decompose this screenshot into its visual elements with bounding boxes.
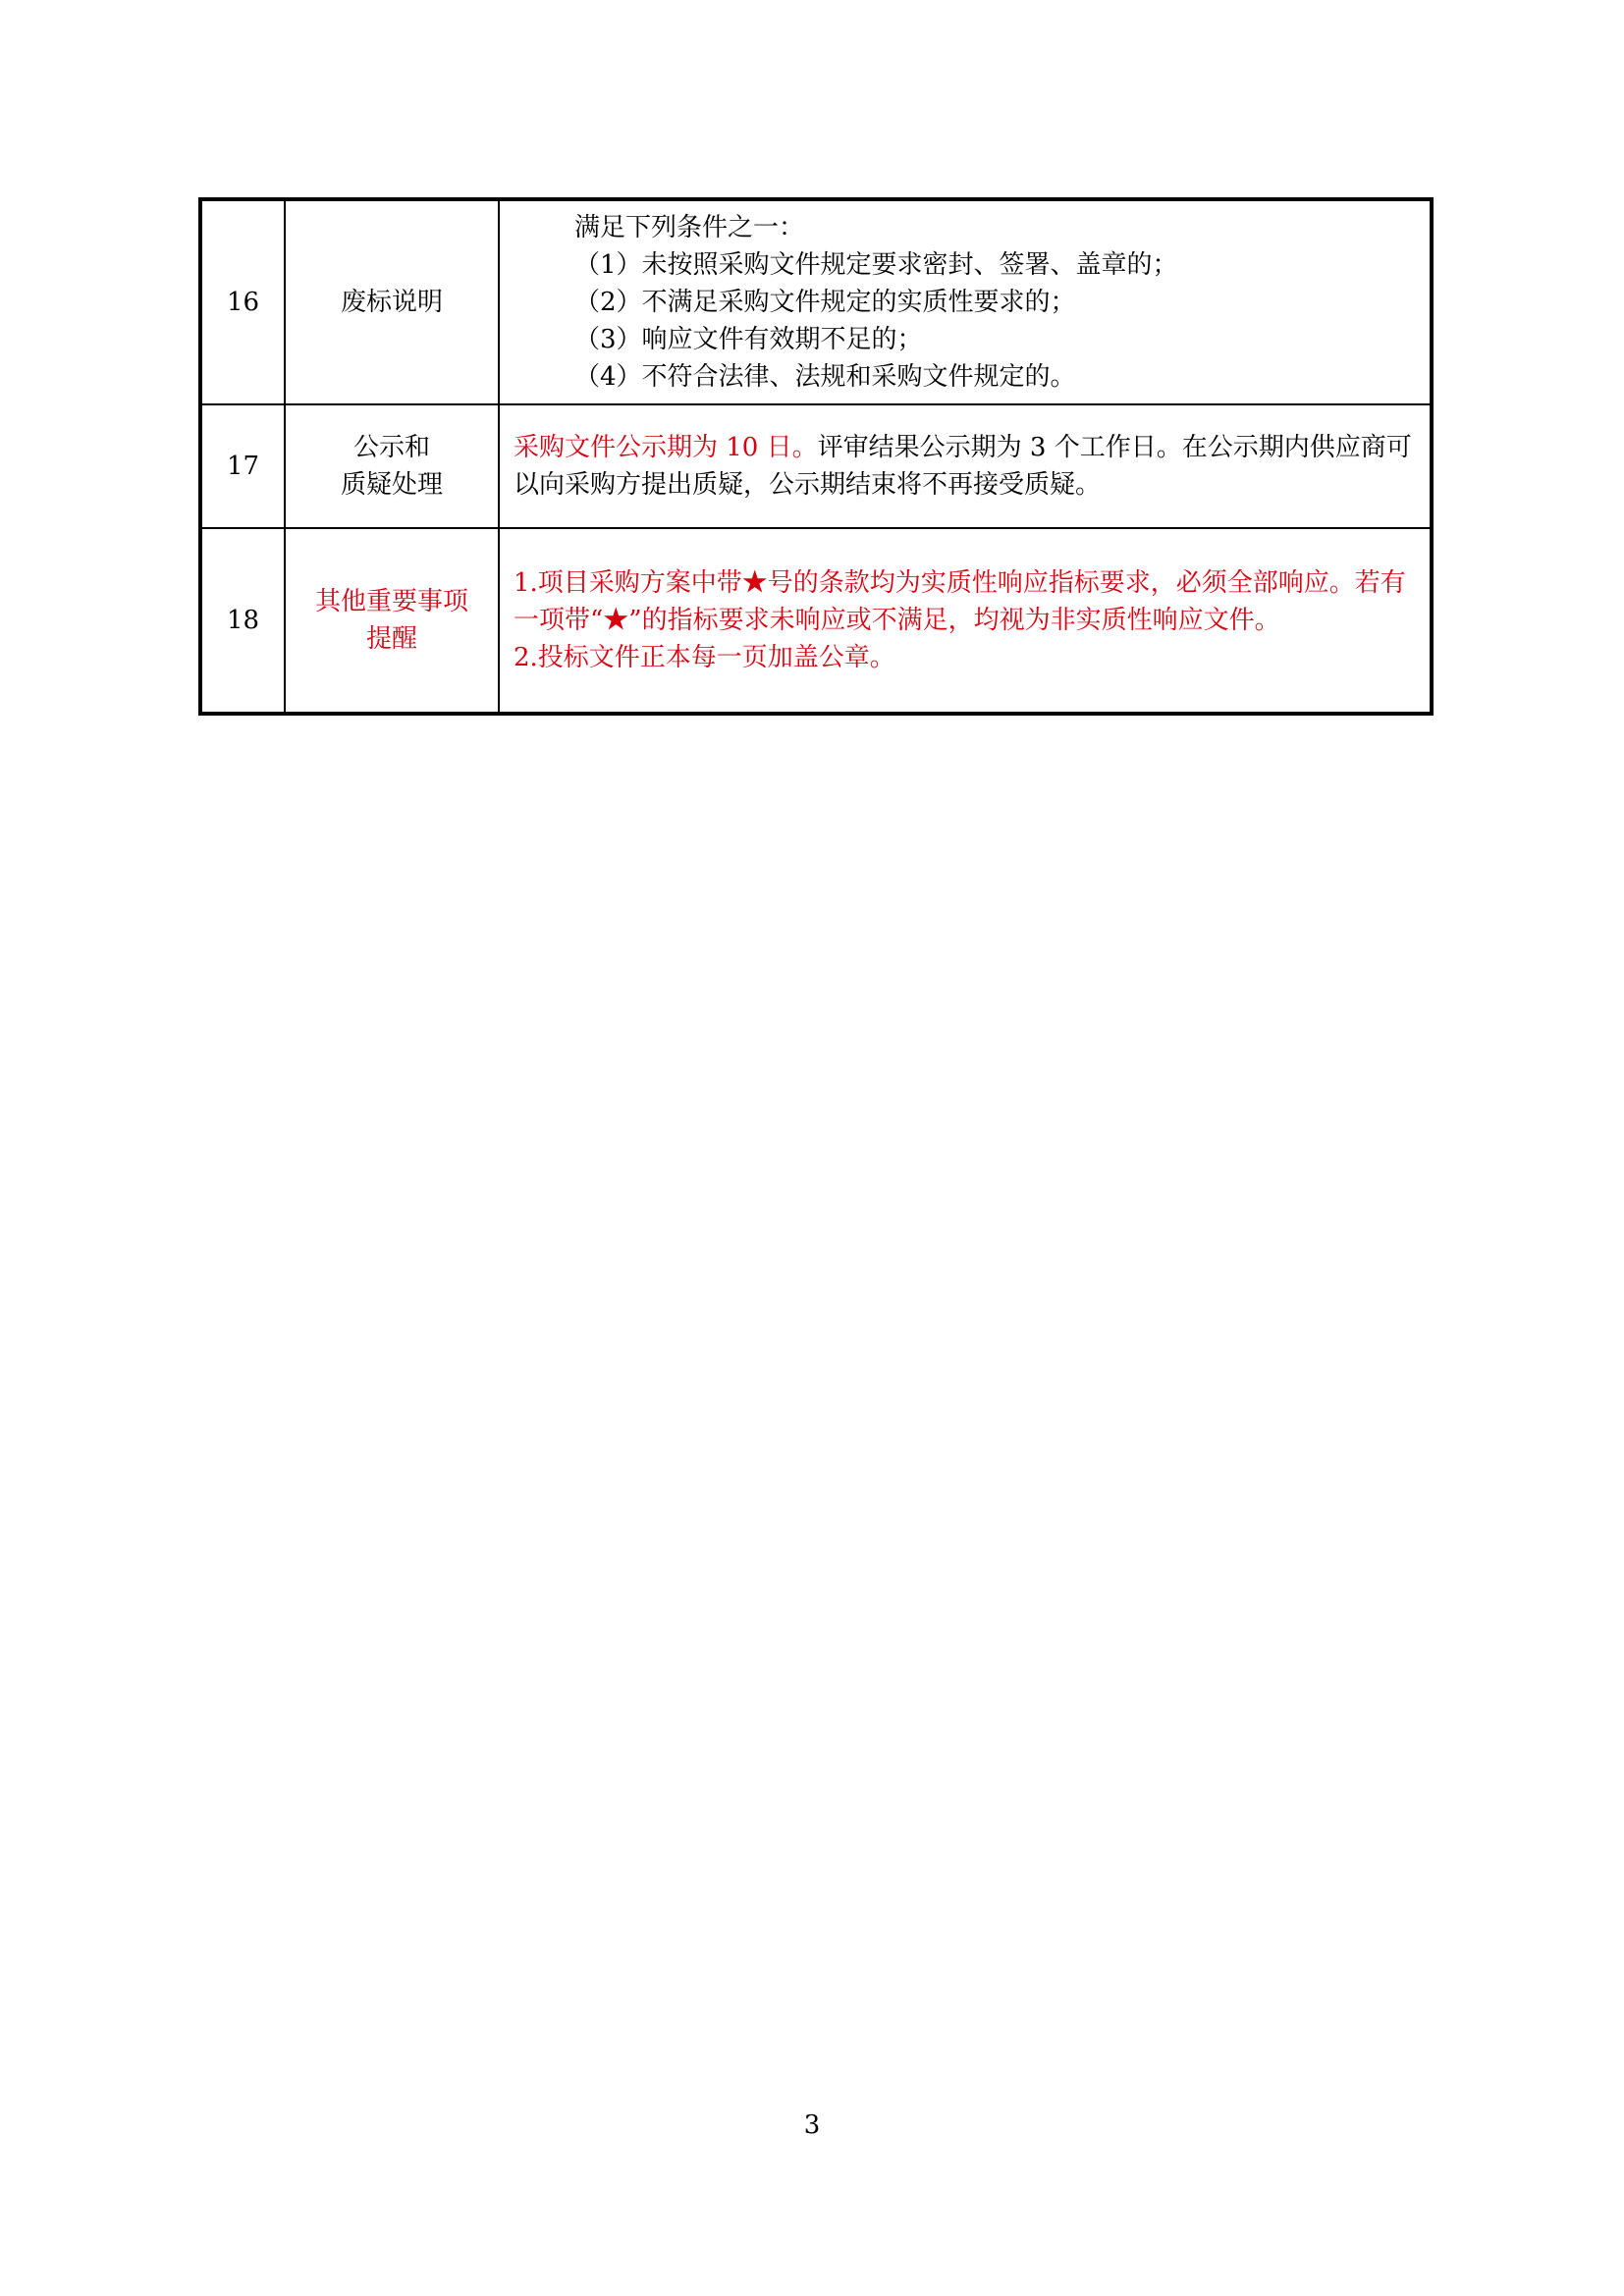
- table-row: [200, 528, 1432, 714]
- table-row: [200, 404, 1432, 528]
- row-number: 18: [200, 528, 285, 714]
- row-content: [499, 199, 1432, 404]
- table-row: [200, 199, 1432, 404]
- notice-text: 评审结果公示期为 3 个工作日。在公示期内供应商可以向采购方提出质疑，公示期结束将不再接受质疑。: [514, 433, 1412, 500]
- row-item: [285, 528, 499, 714]
- content-line: （3）响应文件有效期不足的；: [574, 325, 923, 354]
- row-item-line: 质疑处理: [340, 470, 443, 500]
- row-item-line: 提醒: [365, 624, 417, 654]
- row-item: [285, 404, 499, 528]
- content-line: （2）不满足采购文件规定的实质性要求的；: [574, 288, 1076, 317]
- reminder-paragraph: 2.投标文件正本每一页加盖公章。: [514, 643, 895, 672]
- content-intro: 满足下列条件之一：: [574, 213, 805, 242]
- reminder-paragraph: 1.项目采购方案中带★号的条款均为实质性响应指标要求，必须全部响应。若有一项带“★”的指标要求未响应或不满足，均视为非实质性响应文件。: [514, 568, 1406, 635]
- row-content: [499, 528, 1432, 714]
- row-item-line: 公示和: [352, 433, 430, 462]
- row-item: 废标说明: [285, 199, 499, 404]
- content-line: （4）不符合法律、法规和采购文件规定的。: [574, 362, 1076, 392]
- red-notice-text: 采购文件公示期为 10 日。: [514, 433, 818, 462]
- row-number: 16: [200, 199, 285, 404]
- row-number: 17: [200, 404, 285, 528]
- row-content: [499, 404, 1432, 528]
- row-item-line: 其他重要事项: [314, 587, 468, 616]
- page-number: 3: [803, 2110, 821, 2140]
- content-line: （1）未按照采购文件规定要求密封、签署、盖章的；: [574, 250, 1178, 280]
- requirements-table: [198, 197, 1434, 716]
